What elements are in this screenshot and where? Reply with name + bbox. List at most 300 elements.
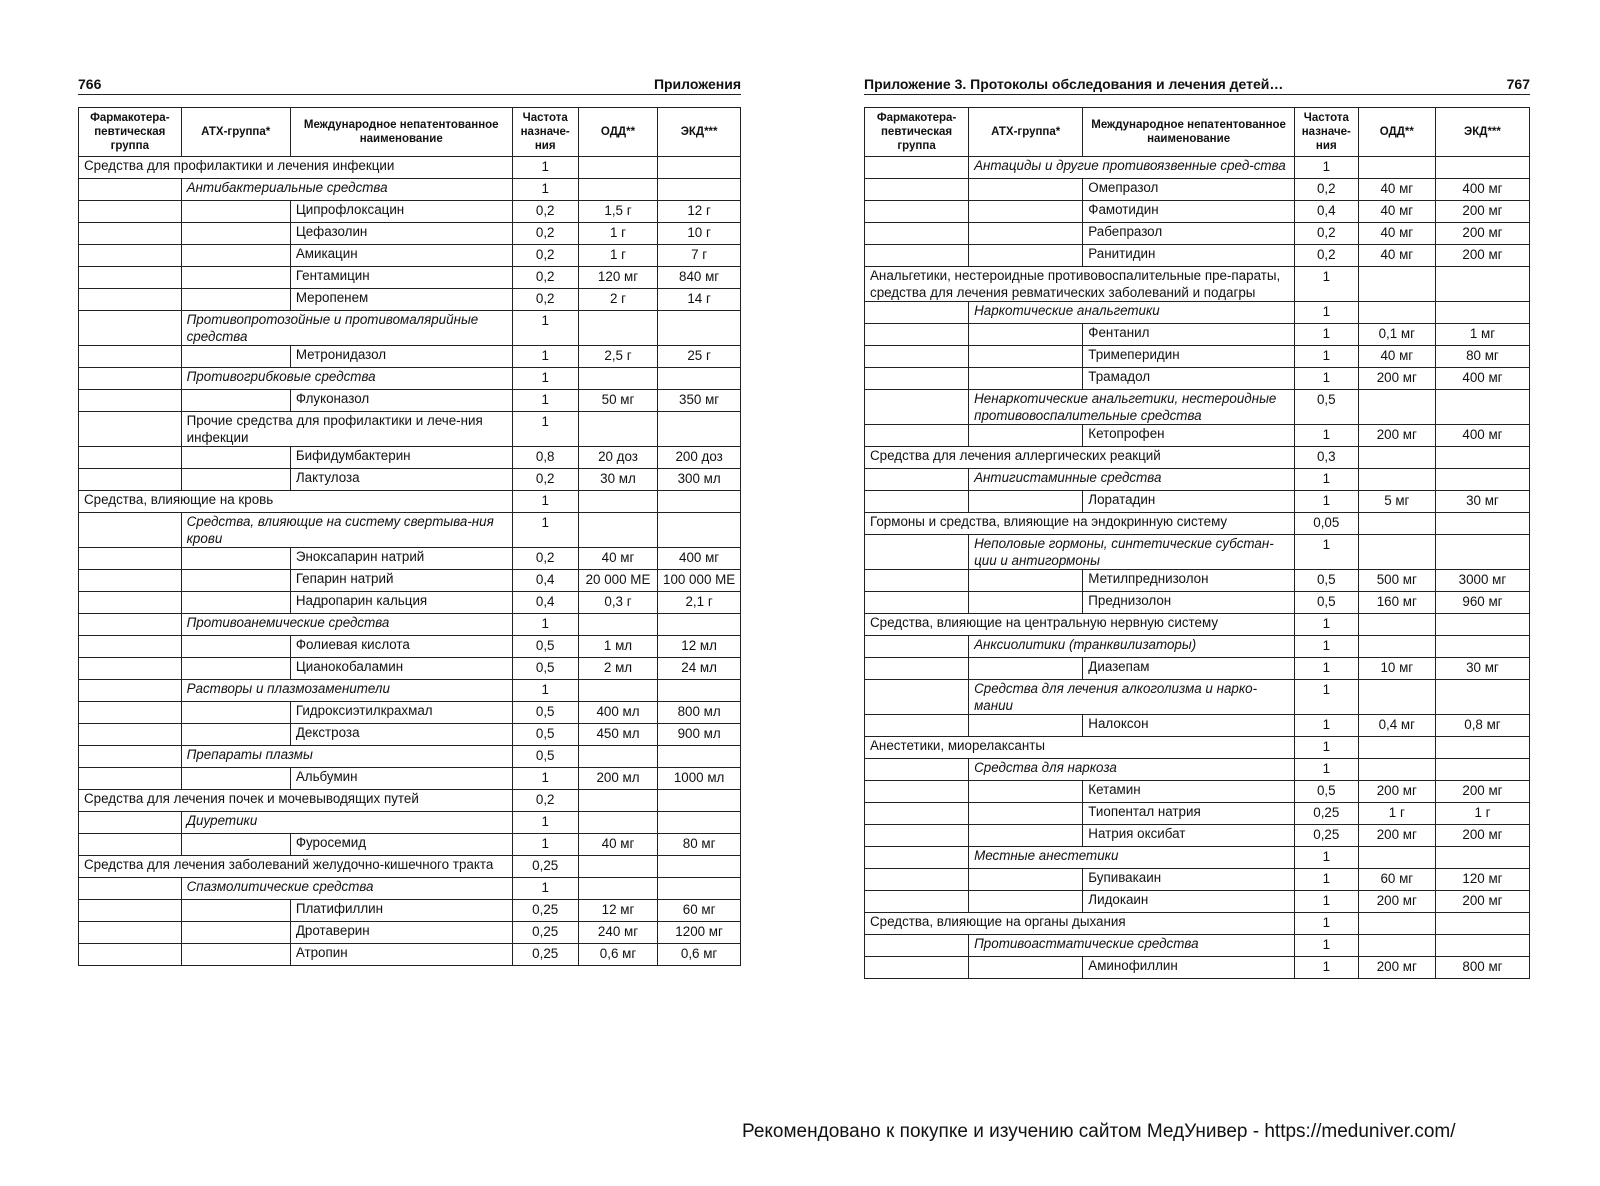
frequency-cell: 0,5 — [1294, 390, 1358, 425]
empty-cell — [181, 548, 290, 570]
empty-cell — [181, 267, 290, 289]
odd-cell: 60 мг — [1358, 869, 1435, 891]
table-row — [865, 825, 1530, 847]
empty-cell — [865, 680, 969, 715]
empty-cell — [865, 803, 969, 825]
ekd-cell — [1435, 267, 1529, 302]
frequency-cell: 0,2 — [1294, 223, 1358, 245]
empty-cell — [181, 658, 290, 680]
odd-cell — [578, 856, 657, 878]
odd-cell: 1,5 г — [578, 201, 657, 223]
ekd-cell — [658, 491, 741, 513]
ekd-cell: 0,6 мг — [658, 944, 741, 966]
frequency-cell: 0,25 — [512, 900, 578, 922]
drug-name-cell: Декстроза — [290, 724, 512, 746]
empty-cell — [865, 658, 969, 680]
odd-cell: 5 мг — [1358, 491, 1435, 513]
subgroup-name-cell: Ненаркотические анальгетики, нестероидные противовоспалительные средства — [969, 390, 1295, 425]
odd-cell — [578, 878, 657, 900]
ekd-cell: 80 мг — [658, 834, 741, 856]
ekd-cell: 0,8 мг — [1435, 715, 1529, 737]
empty-cell — [79, 614, 182, 636]
drug-name-cell: Лидокаин — [1083, 891, 1295, 913]
odd-cell — [1358, 636, 1435, 658]
odd-cell: 200 мг — [1358, 825, 1435, 847]
frequency-cell: 1 — [512, 680, 578, 702]
col-header-atc-group: АТХ-группа* — [181, 108, 290, 157]
table-row — [865, 425, 1530, 447]
table-row — [865, 935, 1530, 957]
empty-cell — [865, 346, 969, 368]
ekd-cell: 120 мг — [1435, 869, 1529, 891]
frequency-cell: 0,5 — [512, 702, 578, 724]
table-header-row — [865, 108, 1530, 157]
ekd-cell: 400 мг — [658, 548, 741, 570]
drug-name-cell: Бупивакаин — [1083, 869, 1295, 891]
empty-cell — [79, 570, 182, 592]
odd-cell: 200 мл — [578, 768, 657, 790]
ekd-cell: 800 мг — [1435, 957, 1529, 979]
drug-name-cell: Бифидумбактерин — [290, 447, 512, 469]
table-row — [79, 900, 741, 922]
frequency-cell: 1 — [512, 157, 578, 179]
frequency-cell: 0,2 — [512, 223, 578, 245]
ekd-cell: 200 доз — [658, 447, 741, 469]
odd-cell — [578, 746, 657, 768]
table-row — [865, 592, 1530, 614]
frequency-cell: 1 — [512, 614, 578, 636]
empty-cell — [79, 412, 182, 447]
empty-cell — [79, 944, 182, 966]
empty-cell — [865, 491, 969, 513]
empty-cell — [79, 390, 182, 412]
page-number-left: 766 — [78, 76, 102, 92]
empty-cell — [865, 636, 969, 658]
empty-cell — [969, 570, 1083, 592]
odd-cell: 0,1 мг — [1358, 324, 1435, 346]
odd-cell — [578, 614, 657, 636]
ekd-cell: 840 мг — [658, 267, 741, 289]
ekd-cell: 350 мг — [658, 390, 741, 412]
ekd-cell: 7 г — [658, 245, 741, 267]
drug-name-cell: Натрия оксибат — [1083, 825, 1295, 847]
empty-cell — [79, 223, 182, 245]
odd-cell: 200 мг — [1358, 425, 1435, 447]
odd-cell — [578, 311, 657, 346]
ekd-cell — [1435, 614, 1529, 636]
frequency-cell: 1 — [512, 179, 578, 201]
table-row — [79, 680, 741, 702]
frequency-cell: 0,2 — [1294, 245, 1358, 267]
frequency-cell: 0,2 — [512, 245, 578, 267]
drug-name-cell: Платифиллин — [290, 900, 512, 922]
odd-cell — [1358, 935, 1435, 957]
table-row — [79, 702, 741, 724]
odd-cell: 0,4 мг — [1358, 715, 1435, 737]
odd-cell: 500 мг — [1358, 570, 1435, 592]
table-row — [79, 179, 741, 201]
table-row — [79, 746, 741, 768]
empty-cell — [865, 302, 969, 324]
table-row — [865, 535, 1530, 570]
odd-cell — [578, 157, 657, 179]
odd-cell: 1 г — [578, 245, 657, 267]
table-row — [79, 614, 741, 636]
odd-cell: 0,6 мг — [578, 944, 657, 966]
odd-cell: 400 мл — [578, 702, 657, 724]
ekd-cell: 200 мг — [1435, 891, 1529, 913]
frequency-cell: 1 — [1294, 658, 1358, 680]
subgroup-name-cell: Диуретики — [181, 812, 512, 834]
empty-cell — [181, 223, 290, 245]
empty-cell — [865, 592, 969, 614]
empty-cell — [969, 201, 1083, 223]
frequency-cell: 1 — [1294, 935, 1358, 957]
table-row — [79, 548, 741, 570]
empty-cell — [865, 891, 969, 913]
frequency-cell: 1 — [512, 513, 578, 548]
running-title-right: Приложение 3. Протоколы обследования и лечения детей… — [864, 76, 1284, 92]
odd-cell: 240 мг — [578, 922, 657, 944]
frequency-cell: 1 — [1294, 614, 1358, 636]
frequency-cell: 1 — [512, 491, 578, 513]
table-row — [79, 944, 741, 966]
odd-cell — [1358, 302, 1435, 324]
odd-cell — [1358, 535, 1435, 570]
empty-cell — [79, 724, 182, 746]
table-row — [79, 513, 741, 548]
table-row — [79, 636, 741, 658]
ekd-cell — [658, 614, 741, 636]
empty-cell — [865, 715, 969, 737]
table-row — [79, 201, 741, 223]
table-row — [865, 715, 1530, 737]
empty-cell — [181, 390, 290, 412]
empty-cell — [79, 658, 182, 680]
empty-cell — [969, 346, 1083, 368]
ekd-cell — [1435, 469, 1529, 491]
drug-name-cell: Лоратадин — [1083, 491, 1295, 513]
empty-cell — [969, 715, 1083, 737]
frequency-cell: 1 — [1294, 913, 1358, 935]
ekd-cell — [658, 157, 741, 179]
odd-cell — [578, 790, 657, 812]
empty-cell — [79, 513, 182, 548]
odd-cell: 200 мг — [1358, 957, 1435, 979]
odd-cell — [1358, 680, 1435, 715]
drug-name-cell: Преднизолон — [1083, 592, 1295, 614]
odd-cell: 2 мл — [578, 658, 657, 680]
table-row — [79, 724, 741, 746]
frequency-cell: 1 — [1294, 267, 1358, 302]
empty-cell — [865, 847, 969, 869]
drug-name-cell: Лактулоза — [290, 469, 512, 491]
odd-cell — [1358, 267, 1435, 302]
drug-name-cell: Атропин — [290, 944, 512, 966]
frequency-cell: 1 — [512, 878, 578, 900]
empty-cell — [865, 825, 969, 847]
drug-name-cell: Кетамин — [1083, 781, 1295, 803]
frequency-cell: 0,2 — [512, 201, 578, 223]
odd-cell: 40 мг — [1358, 179, 1435, 201]
empty-cell — [79, 746, 182, 768]
subgroup-name-cell: Средства для лечения алкоголизма и нарко-мании — [969, 680, 1295, 715]
ekd-cell — [658, 368, 741, 390]
subgroup-name-cell: Наркотические анальгетики — [969, 302, 1295, 324]
ekd-cell: 960 мг — [1435, 592, 1529, 614]
frequency-cell: 1 — [512, 311, 578, 346]
odd-cell: 200 мг — [1358, 368, 1435, 390]
ekd-cell — [1435, 636, 1529, 658]
odd-cell — [1358, 447, 1435, 469]
frequency-cell: 1 — [1294, 891, 1358, 913]
table-row — [865, 614, 1530, 636]
ekd-cell: 30 мг — [1435, 658, 1529, 680]
frequency-cell: 1 — [512, 834, 578, 856]
frequency-cell: 0,5 — [512, 636, 578, 658]
ekd-cell — [1435, 447, 1529, 469]
subgroup-name-cell: Противоанемические средства — [181, 614, 512, 636]
table-row — [79, 289, 741, 311]
table-row — [79, 267, 741, 289]
odd-cell: 30 мл — [578, 469, 657, 491]
empty-cell — [181, 201, 290, 223]
table-row — [865, 390, 1530, 425]
ekd-cell — [1435, 157, 1529, 179]
table-row — [865, 368, 1530, 390]
col-header-inn: Международное непатентованное наименование — [290, 108, 512, 157]
odd-cell: 40 мг — [578, 548, 657, 570]
table-row — [865, 680, 1530, 715]
empty-cell — [79, 289, 182, 311]
ekd-cell — [1435, 513, 1529, 535]
odd-cell: 40 мг — [578, 834, 657, 856]
drug-name-cell: Фуросемид — [290, 834, 512, 856]
col-header-pharm-group: Фармакотера-певтическая группа — [79, 108, 182, 157]
table-row — [865, 570, 1530, 592]
col-header-ekd: ЭКД*** — [658, 108, 741, 157]
ekd-cell — [658, 856, 741, 878]
frequency-cell: 1 — [1294, 346, 1358, 368]
group-name-cell: Средства для лечения заболеваний желудочно-кишечного тракта — [79, 856, 513, 878]
ekd-cell — [658, 746, 741, 768]
odd-cell — [578, 680, 657, 702]
empty-cell — [79, 768, 182, 790]
frequency-cell: 0,05 — [1294, 513, 1358, 535]
odd-cell: 20 доз — [578, 447, 657, 469]
drug-name-cell: Меропенем — [290, 289, 512, 311]
col-header-atc-group: АТХ-группа* — [969, 108, 1083, 157]
empty-cell — [969, 957, 1083, 979]
subgroup-name-cell: Противоастматические средства — [969, 935, 1295, 957]
drug-name-cell: Надропарин кальция — [290, 592, 512, 614]
table-row — [79, 790, 741, 812]
left-running-head — [78, 70, 741, 95]
odd-cell — [1358, 513, 1435, 535]
table-row — [865, 302, 1530, 324]
empty-cell — [969, 658, 1083, 680]
ekd-cell: 200 мг — [1435, 245, 1529, 267]
table-row — [865, 267, 1530, 302]
empty-cell — [79, 900, 182, 922]
odd-cell: 1 г — [1358, 803, 1435, 825]
odd-cell: 450 мл — [578, 724, 657, 746]
odd-cell: 0,3 г — [578, 592, 657, 614]
empty-cell — [79, 834, 182, 856]
table-row — [865, 513, 1530, 535]
drug-table-left — [78, 107, 741, 966]
odd-cell — [1358, 847, 1435, 869]
ekd-cell — [1435, 935, 1529, 957]
table-row — [79, 570, 741, 592]
table-row — [865, 491, 1530, 513]
frequency-cell: 1 — [512, 390, 578, 412]
empty-cell — [79, 548, 182, 570]
empty-cell — [865, 245, 969, 267]
odd-cell — [1358, 469, 1435, 491]
empty-cell — [865, 425, 969, 447]
empty-cell — [865, 759, 969, 781]
ekd-cell — [1435, 737, 1529, 759]
frequency-cell: 0,2 — [512, 289, 578, 311]
ekd-cell: 12 мл — [658, 636, 741, 658]
frequency-cell: 1 — [1294, 469, 1358, 491]
empty-cell — [865, 201, 969, 223]
odd-cell: 40 мг — [1358, 223, 1435, 245]
table-row — [79, 491, 741, 513]
drug-name-cell: Амикацин — [290, 245, 512, 267]
frequency-cell: 0,2 — [512, 548, 578, 570]
odd-cell: 40 мг — [1358, 346, 1435, 368]
drug-name-cell: Гепарин натрий — [290, 570, 512, 592]
group-name-cell: Средства для лечения аллергических реакций — [865, 447, 1295, 469]
odd-cell — [1358, 390, 1435, 425]
frequency-cell: 1 — [1294, 425, 1358, 447]
empty-cell — [865, 390, 969, 425]
table-row — [865, 913, 1530, 935]
drug-name-cell: Эноксапарин натрий — [290, 548, 512, 570]
ekd-cell — [658, 412, 741, 447]
table-row — [865, 469, 1530, 491]
empty-cell — [969, 223, 1083, 245]
group-name-cell: Средства, влияющие на кровь — [79, 491, 513, 513]
empty-cell — [79, 592, 182, 614]
table-row — [79, 346, 741, 368]
table-row — [79, 768, 741, 790]
frequency-cell: 0,4 — [1294, 201, 1358, 223]
table-row — [79, 878, 741, 900]
drug-name-cell: Фентанил — [1083, 324, 1295, 346]
frequency-cell: 1 — [1294, 636, 1358, 658]
page-number-right: 767 — [1506, 76, 1530, 92]
site-recommendation-footer: Рекомендовано к покупке и изучению сайтом МедУнивер - https://meduniver.com/ — [742, 1121, 1456, 1142]
subgroup-name-cell: Противогрибковые средства — [181, 368, 512, 390]
empty-cell — [79, 878, 182, 900]
ekd-cell — [658, 790, 741, 812]
frequency-cell: 1 — [512, 368, 578, 390]
table-row — [865, 223, 1530, 245]
subgroup-name-cell: Анксиолитики (транквилизаторы) — [969, 636, 1295, 658]
group-name-cell: Средства, влияющие на органы дыхания — [865, 913, 1295, 935]
table-row — [865, 737, 1530, 759]
odd-cell: 50 мг — [578, 390, 657, 412]
drug-name-cell: Метронидазол — [290, 346, 512, 368]
empty-cell — [79, 447, 182, 469]
empty-cell — [865, 535, 969, 570]
ekd-cell — [1435, 759, 1529, 781]
drug-name-cell: Трамадол — [1083, 368, 1295, 390]
empty-cell — [969, 179, 1083, 201]
odd-cell: 40 мг — [1358, 201, 1435, 223]
empty-cell — [79, 680, 182, 702]
empty-cell — [79, 179, 182, 201]
col-header-inn: Международное непатентованное наименование — [1083, 108, 1295, 157]
empty-cell — [969, 803, 1083, 825]
odd-cell: 200 мг — [1358, 781, 1435, 803]
right-running-head — [864, 70, 1530, 95]
ekd-cell: 800 мл — [658, 702, 741, 724]
frequency-cell: 0,8 — [512, 447, 578, 469]
table-row — [865, 179, 1530, 201]
odd-cell: 20 000 МЕ — [578, 570, 657, 592]
ekd-cell: 200 мг — [1435, 201, 1529, 223]
drug-name-cell: Гентамицин — [290, 267, 512, 289]
odd-cell — [578, 179, 657, 201]
empty-cell — [181, 592, 290, 614]
ekd-cell: 2,1 г — [658, 592, 741, 614]
empty-cell — [969, 781, 1083, 803]
odd-cell — [1358, 759, 1435, 781]
table-row — [865, 891, 1530, 913]
subgroup-name-cell: Прочие средства для профилактики и лече-ния инфекции — [181, 412, 512, 447]
ekd-cell — [658, 311, 741, 346]
ekd-cell — [1435, 535, 1529, 570]
empty-cell — [969, 869, 1083, 891]
group-name-cell: Средства для лечения почек и мочевыводящих путей — [79, 790, 513, 812]
empty-cell — [181, 469, 290, 491]
drug-name-cell: Фамотидин — [1083, 201, 1295, 223]
ekd-cell: 30 мг — [1435, 491, 1529, 513]
empty-cell — [181, 447, 290, 469]
ekd-cell — [1435, 680, 1529, 715]
drug-name-cell: Тримеперидин — [1083, 346, 1295, 368]
ekd-cell — [1435, 847, 1529, 869]
frequency-cell: 0,25 — [512, 922, 578, 944]
table-row — [865, 346, 1530, 368]
col-header-odd: ОДД** — [1358, 108, 1435, 157]
empty-cell — [181, 834, 290, 856]
col-header-frequency: Частота назначе-ния — [1294, 108, 1358, 157]
frequency-cell: 1 — [512, 412, 578, 447]
ekd-cell — [1435, 390, 1529, 425]
empty-cell — [865, 324, 969, 346]
ekd-cell: 1 г — [1435, 803, 1529, 825]
subgroup-name-cell: Противопротозойные и противомалярийные средства — [181, 311, 512, 346]
frequency-cell: 1 — [1294, 737, 1358, 759]
drug-name-cell: Рабепразол — [1083, 223, 1295, 245]
drug-name-cell: Налоксон — [1083, 715, 1295, 737]
frequency-cell: 1 — [1294, 157, 1358, 179]
frequency-cell: 0,25 — [512, 856, 578, 878]
frequency-cell: 0,2 — [512, 267, 578, 289]
drug-name-cell: Ранитидин — [1083, 245, 1295, 267]
empty-cell — [181, 289, 290, 311]
frequency-cell: 0,5 — [1294, 570, 1358, 592]
ekd-cell: 80 мг — [1435, 346, 1529, 368]
table-row — [79, 922, 741, 944]
odd-cell: 1 г — [578, 223, 657, 245]
frequency-cell: 1 — [1294, 368, 1358, 390]
